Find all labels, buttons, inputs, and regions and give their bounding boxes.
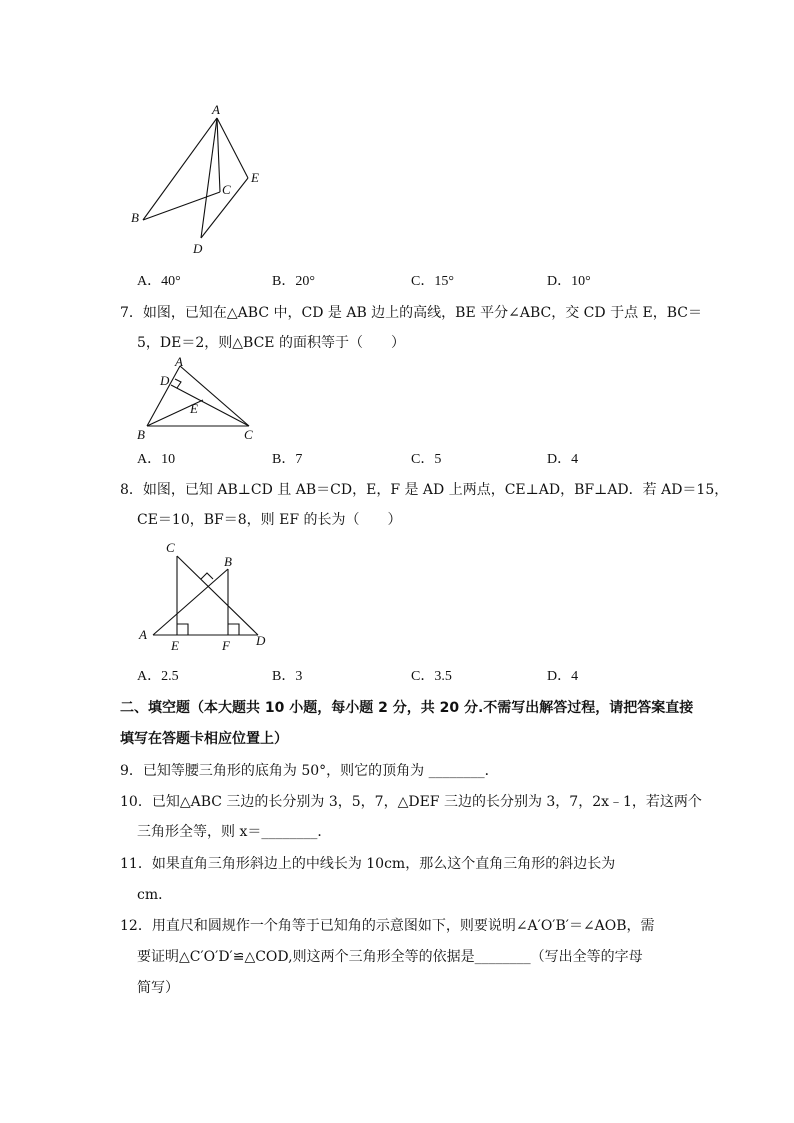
q12-stem-line1: 12．用直尺和圆规作一个角等于已知角的示意图如下，则要说明∠A′O′B′＝∠AOB，需 bbox=[120, 918, 655, 934]
q8-label-a: A bbox=[139, 627, 147, 642]
q8-label-c: C bbox=[166, 540, 175, 555]
section2-heading-line1: 二、填空题（本大题共 10 小题，每小题 2 分，共 20 分.不需写出解答过程，请把答案直接 bbox=[120, 700, 694, 716]
q8-figure bbox=[133, 536, 273, 656]
q7-figure bbox=[133, 352, 263, 444]
q6-label-a: A bbox=[212, 102, 220, 117]
q8-label-e: E bbox=[171, 638, 179, 653]
q11-stem-line2: cm． bbox=[137, 887, 173, 903]
q6-option-b[interactable]: B．20° bbox=[272, 274, 315, 289]
q7-right-angle-mark bbox=[175, 379, 181, 388]
q8-segment-ab bbox=[153, 569, 228, 635]
q7-option-c[interactable]: C．5 bbox=[411, 452, 442, 467]
q8-segment-cd bbox=[177, 556, 258, 635]
q7-option-b[interactable]: B．7 bbox=[272, 452, 303, 467]
q6-option-c[interactable]: C．15° bbox=[411, 274, 454, 289]
q7-stem-line1: 7．如图，已知在△ABC 中，CD 是 AB 边上的高线，BE 平分∠ABC，交 CD 于点 E，BC＝ bbox=[120, 305, 703, 321]
q7-option-d[interactable]: D．4 bbox=[547, 452, 579, 467]
q6-label-c: C bbox=[222, 182, 231, 197]
q8-label-b: B bbox=[224, 554, 232, 569]
q7-stem-line2: 5，DE＝2，则△BCE 的面积等于（ ） bbox=[137, 335, 405, 351]
q7-label-a: A bbox=[175, 354, 183, 369]
q9-stem: 9．已知等腰三角形的底角为 50°，则它的顶角为 ________． bbox=[120, 763, 499, 779]
q10-stem-line1: 10．已知△ABC 三边的长分别为 3，5，7，△DEF 三边的长分别为 3，7，2x﹣1，若这两个 bbox=[120, 794, 702, 810]
q8-label-f: F bbox=[222, 638, 230, 653]
q7-label-c: C bbox=[244, 427, 253, 442]
q6-segment-ae bbox=[217, 118, 248, 178]
q8-label-d: D bbox=[256, 633, 266, 648]
q8-stem-line1: 8．如图，已知 AB⊥CD 且 AB＝CD，E，F 是 AD 上两点，CE⊥AD，BF⊥AD．若 AD＝15， bbox=[120, 482, 729, 498]
q6-label-e: E bbox=[251, 170, 259, 185]
q7-segment-cd bbox=[171, 385, 249, 426]
q6-label-b: B bbox=[131, 210, 139, 225]
q7-label-d: D bbox=[160, 373, 170, 388]
q8-stem-line2: CE＝10，BF＝8，则 EF 的长为（ ） bbox=[137, 512, 402, 528]
section2-heading-line2: 填写在答题卡相应位置上） bbox=[120, 731, 288, 747]
q8-option-c[interactable]: C．3.5 bbox=[411, 669, 452, 684]
q10-stem-line2: 三角形全等，则 x＝________． bbox=[137, 824, 332, 840]
q6-segment-ac bbox=[217, 118, 220, 192]
q12-stem-line2: 要证明△C′O′D′≌△COD,则这两个三角形全等的依据是________（写出全等的字母 bbox=[137, 949, 643, 965]
q6-option-a[interactable]: A．40° bbox=[137, 274, 181, 289]
q7-label-b: B bbox=[137, 427, 145, 442]
q6-label-d: D bbox=[193, 241, 203, 256]
q8-option-b[interactable]: B．3 bbox=[272, 669, 303, 684]
q6-segment-bc bbox=[143, 192, 220, 220]
q8-right-angle-e bbox=[177, 624, 188, 635]
q7-option-a[interactable]: A．10 bbox=[137, 452, 176, 467]
q11-stem-line1: 11．如果直角三角形斜边上的中线长为 10cm，那么这个直角三角形的斜边长为 bbox=[120, 856, 616, 872]
q12-stem-line3: 简写） bbox=[137, 980, 179, 996]
q7-label-e: E bbox=[190, 401, 198, 416]
q8-right-angle-f bbox=[228, 624, 239, 635]
q8-right-angle-ab-cd bbox=[201, 573, 213, 579]
q6-figure bbox=[130, 98, 280, 260]
q8-option-a[interactable]: A．2.5 bbox=[137, 669, 179, 684]
q8-option-d[interactable]: D．4 bbox=[547, 669, 579, 684]
q7-segment-ac bbox=[180, 366, 249, 426]
q6-option-d[interactable]: D．10° bbox=[547, 274, 591, 289]
